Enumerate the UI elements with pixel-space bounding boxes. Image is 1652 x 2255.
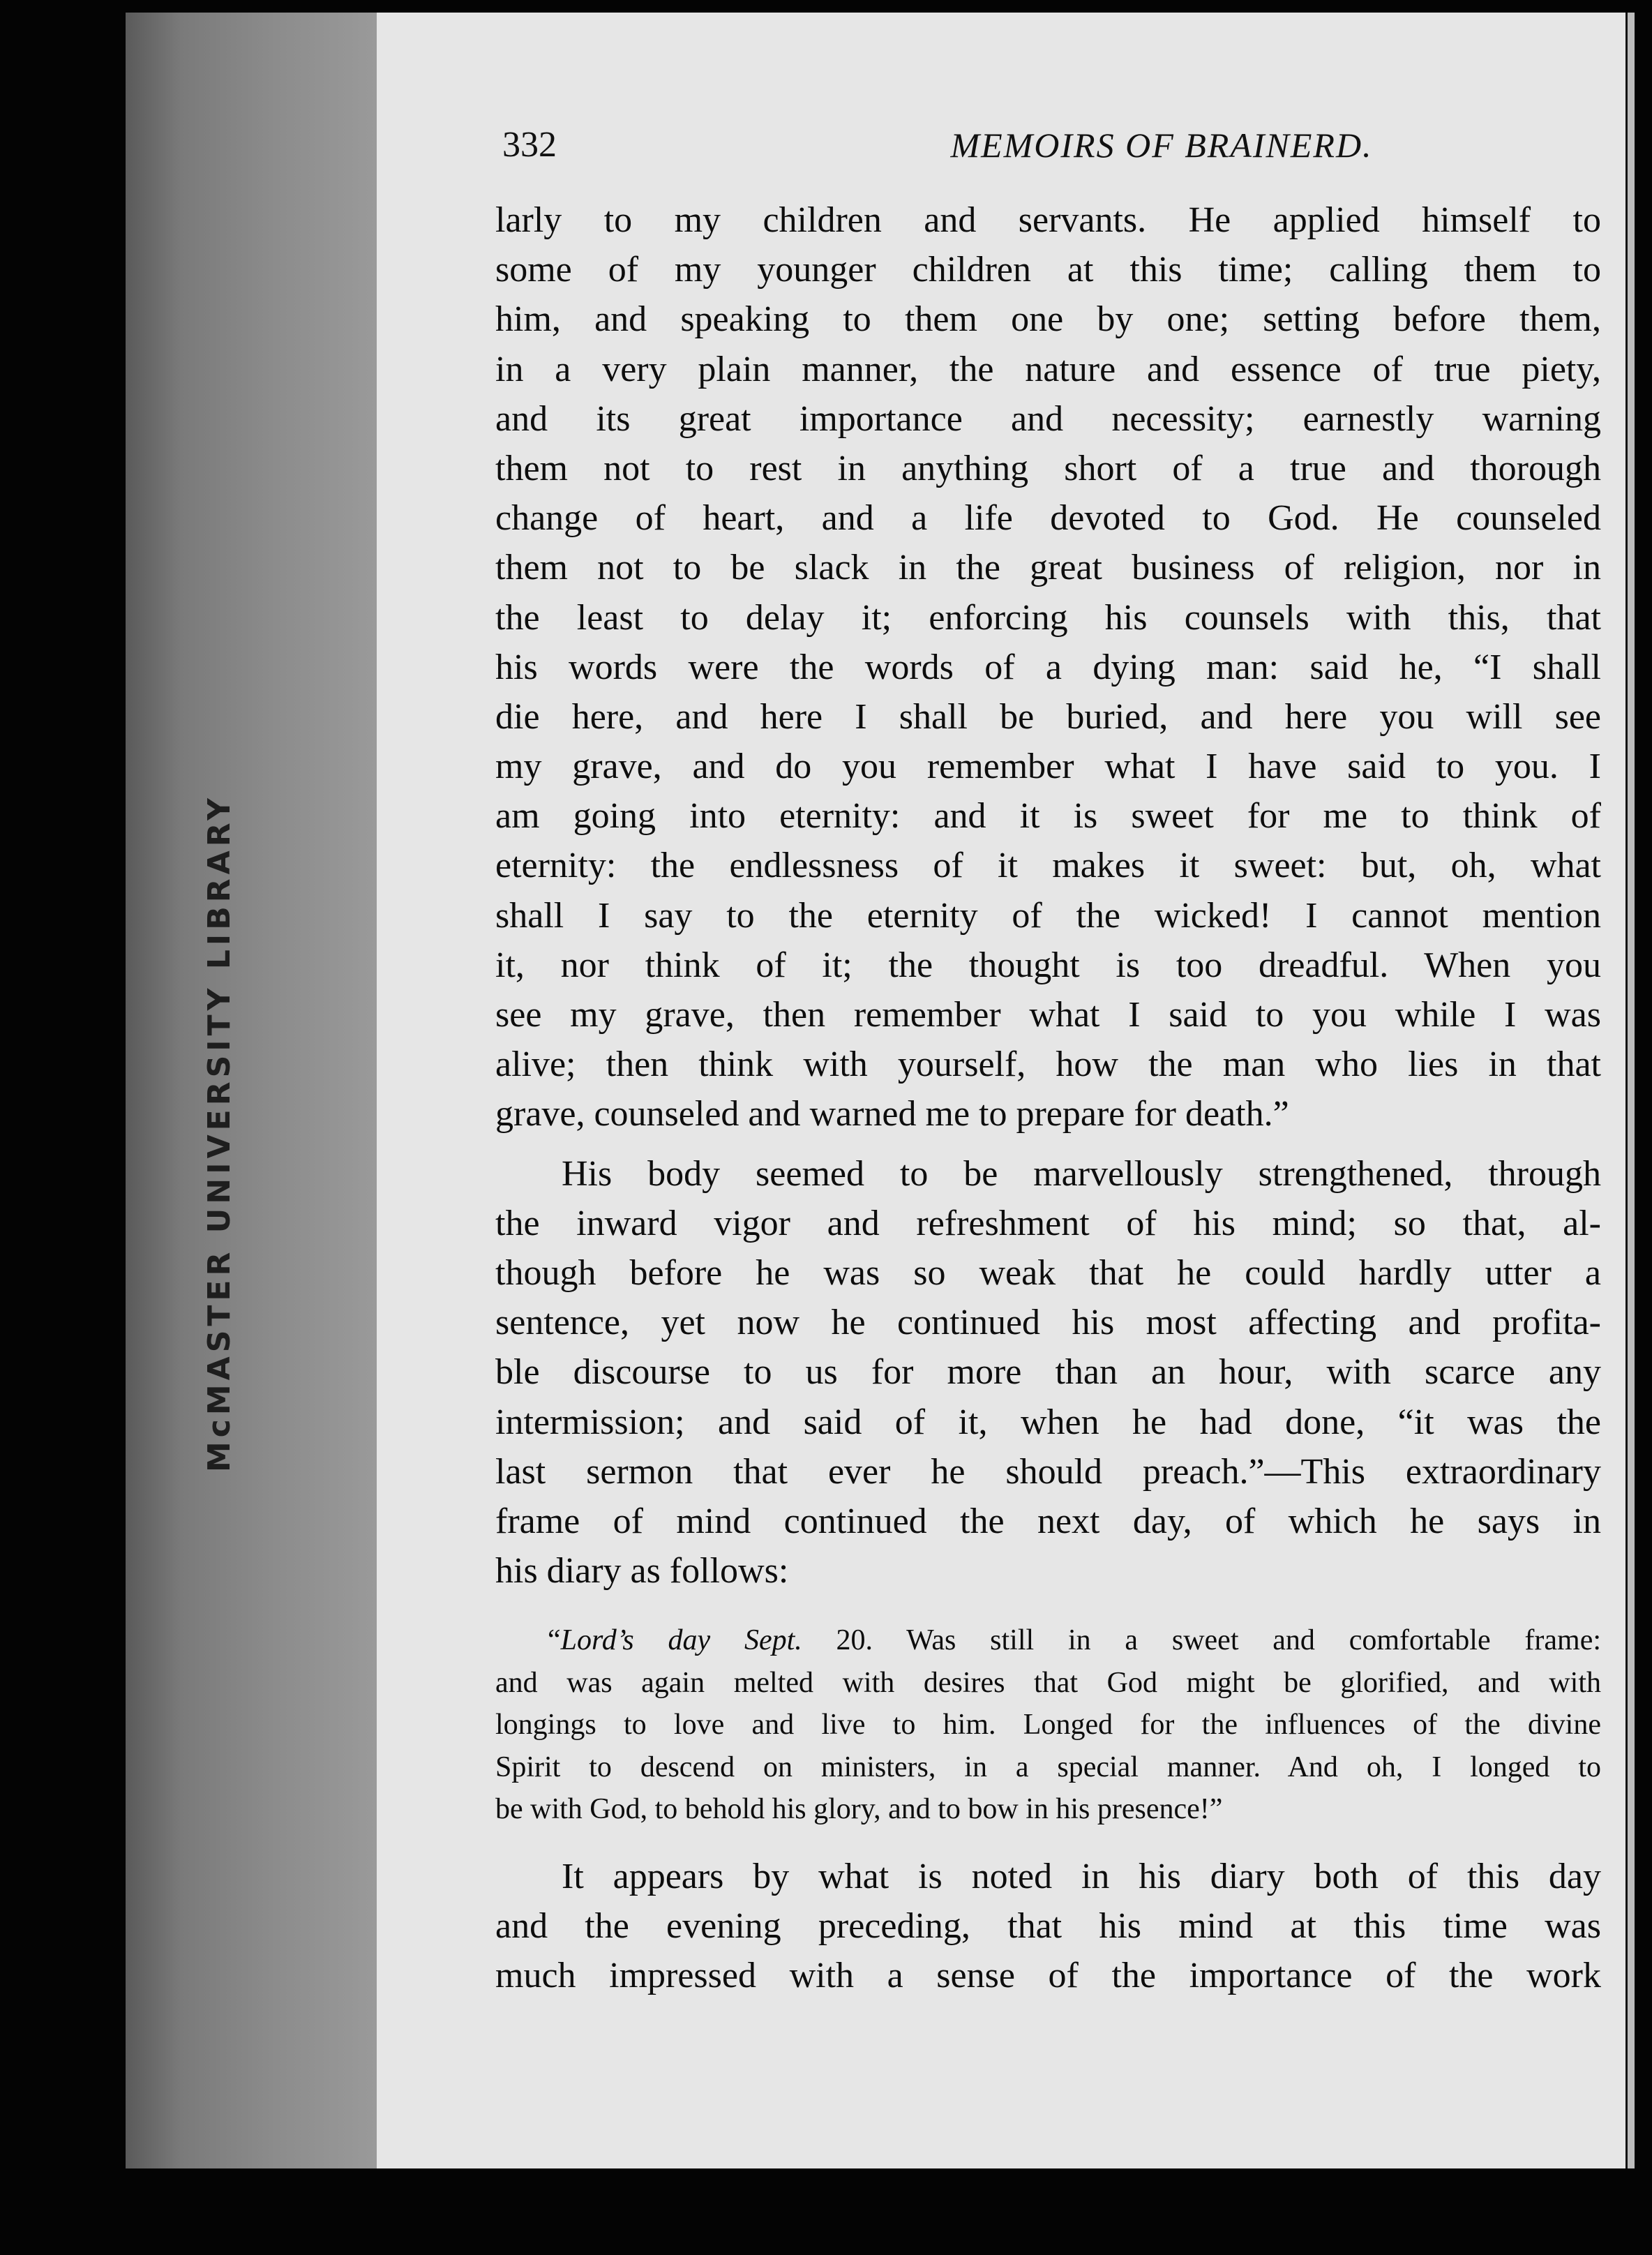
text-line: sentence, yet now he continued his most affecting and profita-: [495, 1303, 1601, 1343]
quote-line: longings to love and live to him. Longed for the influences of the divine: [495, 1709, 1601, 1741]
running-head: MEMOIRS OF BRAINERD.: [950, 126, 1373, 165]
text-line: change of heart, and a life devoted to God. He counseled: [495, 498, 1601, 539]
page-edge: [1625, 13, 1635, 2168]
page-header: [502, 117, 1612, 173]
text-line: am going into eternity: and it is sweet for me to think of: [495, 796, 1601, 837]
text-line: though before he was so weak that he could hardly utter a: [495, 1252, 1601, 1293]
library-stamp: McMASTER UNIVERSITY LIBRARY: [202, 793, 237, 1472]
page-text: [495, 195, 1601, 2000]
text-line: some of my younger children at this time; calling them to: [495, 250, 1601, 290]
text-line: the least to delay it; enforcing his counsels with this, that: [495, 597, 1601, 638]
text-line: intermission; and said of it, when he had done, “it was the: [495, 1402, 1601, 1442]
quote-line: [495, 1619, 1601, 1662]
text-line: and the evening preceding, that his mind at this time was: [495, 1905, 1601, 1946]
text-line: larly to my children and servants. He applied himself to: [495, 200, 1601, 240]
text-line: his diary as follows:: [495, 1551, 789, 1591]
book-spine: [126, 13, 378, 2168]
text-line: them not to be slack in the great business of religion, nor in: [495, 548, 1601, 588]
paragraph-3: [495, 1852, 1601, 2001]
quote-line: and was again melted with desires that God might be glorified, and with: [495, 1666, 1601, 1699]
quote-first-line-text: 20. Was still in a sweet and comfortable frame:: [802, 1624, 1601, 1657]
text-line: alive; then think with yourself, how the man who lies in that: [495, 1044, 1601, 1085]
text-line: my grave, and do you remember what I have said to you. I: [495, 747, 1601, 787]
book-page: [377, 13, 1625, 2168]
quote-line: be with God, to behold his glory, and to bow in his presence!”: [495, 1793, 1223, 1826]
quote-open-mark: “: [548, 1624, 561, 1657]
text-line: eternity: the endlessness of it makes it sweet: but, oh, what: [495, 846, 1601, 886]
diary-quote: [495, 1619, 1601, 1831]
text-line: last sermon that ever he should preach.”—This extraordinary: [495, 1451, 1601, 1492]
text-line: His body seemed to be marvellously strengthened, through: [562, 1153, 1601, 1194]
text-line: it, nor think of it; the thought is too dreadful. When you: [495, 945, 1601, 985]
text-line: It appears by what is noted in his diary both of this day: [562, 1856, 1601, 1896]
paragraph-1: [495, 195, 1601, 1139]
text-line: him, and speaking to them one by one; setting before them,: [495, 299, 1601, 340]
text-line: see my grave, then remember what I said to you while I was: [495, 995, 1601, 1035]
quote-reference: Lord’s day Sept.: [560, 1624, 802, 1657]
quote-line: Spirit to descend on ministers, in a special manner. And oh, I longed to: [495, 1751, 1601, 1783]
text-line: the inward vigor and refreshment of his mind; so that, al-: [495, 1203, 1601, 1243]
paragraph-gap: [495, 1139, 1601, 1149]
text-line: die here, and here I shall be buried, and here you will see: [495, 696, 1601, 737]
text-line: his words were the words of a dying man: said he, “I shall: [495, 647, 1601, 687]
paragraph-2: [495, 1149, 1601, 1596]
text-line: grave, counseled and warned me to prepare for death.”: [495, 1094, 1289, 1134]
text-line: ble discourse to us for more than an hour, with scarce any: [495, 1352, 1601, 1393]
text-line: frame of mind continued the next day, of which he says in: [495, 1501, 1601, 1541]
text-line: them not to rest in anything short of a true and thorough: [495, 448, 1601, 488]
text-line: and its great importance and necessity; earnestly warning: [495, 398, 1601, 439]
text-line: shall I say to the eternity of the wicked! I cannot mention: [495, 895, 1601, 936]
text-line: in a very plain manner, the nature and essence of true piety,: [495, 349, 1601, 389]
page-number: 332: [502, 125, 557, 165]
text-line: much impressed with a sense of the importance of the work: [495, 1956, 1601, 1996]
